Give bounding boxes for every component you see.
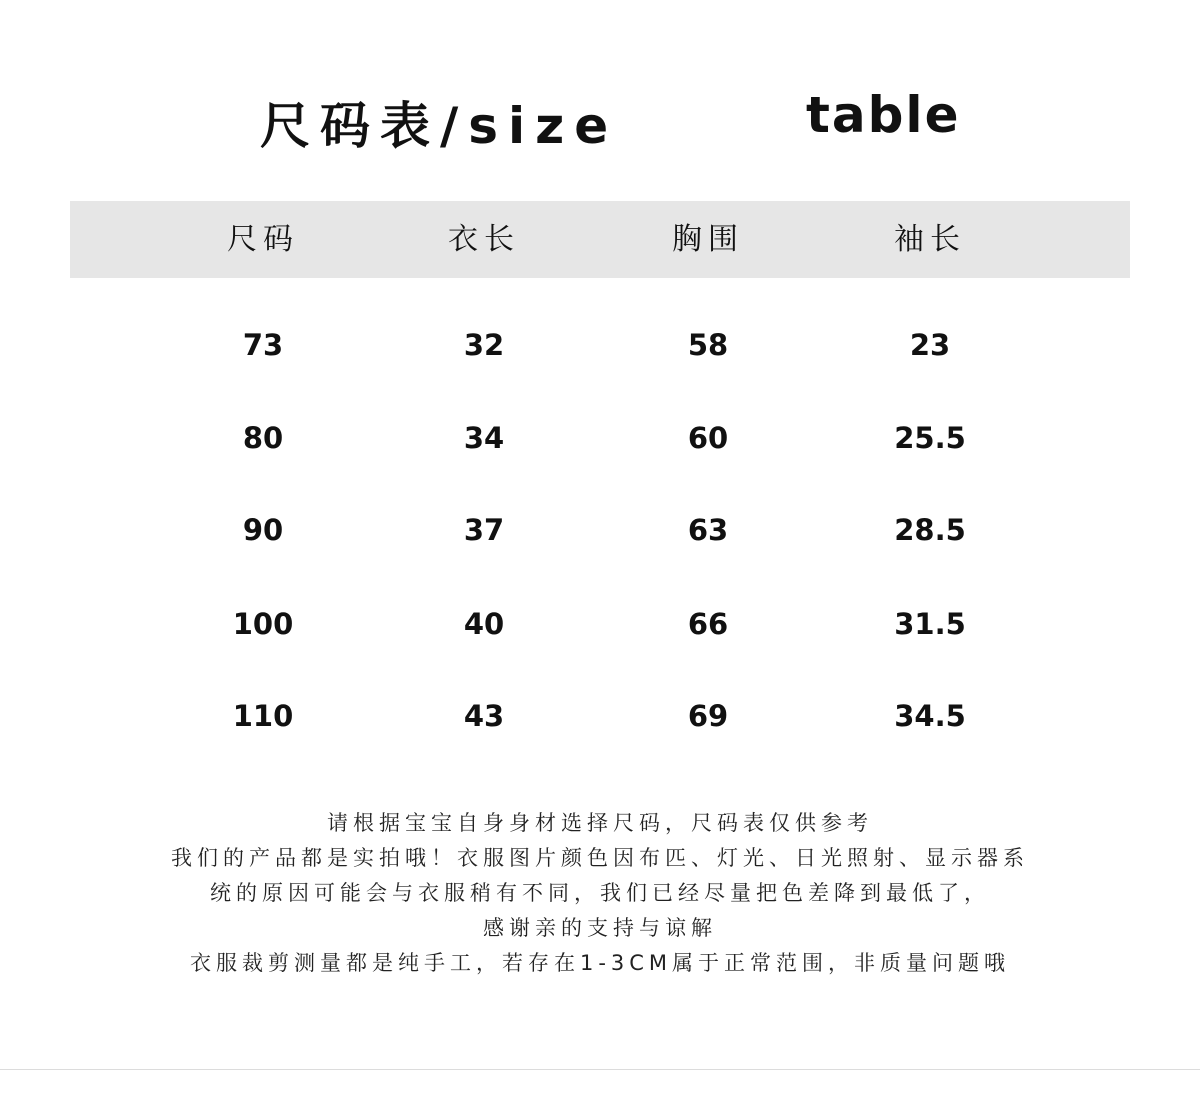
cell-length: 34 — [463, 421, 505, 455]
table-row — [70, 500, 1130, 560]
note-line: 统的原因可能会与衣服稍有不同，我们已经尽量把色差降到最低了， — [210, 881, 990, 905]
cell-sleeve: 23 — [909, 328, 951, 362]
cell-sleeve: 31.5 — [894, 607, 966, 641]
cell-chest: 63 — [687, 513, 729, 547]
cell-chest: 66 — [687, 607, 729, 641]
chart-title — [0, 80, 1200, 160]
table-row — [70, 594, 1130, 654]
cell-chest: 69 — [687, 699, 729, 733]
divider — [0, 1069, 1200, 1070]
cell-size: 100 — [232, 607, 294, 641]
cell-size: 73 — [242, 328, 284, 362]
note-line: 请根据宝宝自身身材选择尺码，尺码表仅供参考 — [327, 811, 873, 835]
title-chinese: 尺码表/size — [260, 97, 619, 155]
note-line: 衣服裁剪测量都是纯手工，若存在1-3CM属于正常范围，非质量问题哦 — [189, 951, 1011, 975]
note-line: 感谢亲的支持与谅解 — [483, 916, 717, 940]
table-row — [70, 686, 1130, 746]
header-length: 衣长 — [448, 222, 520, 257]
cell-size: 90 — [242, 513, 284, 547]
table-header — [70, 201, 1130, 278]
header-sleeve: 袖长 — [894, 222, 966, 257]
cell-length: 32 — [463, 328, 505, 362]
table-row — [70, 408, 1130, 468]
cell-sleeve: 28.5 — [894, 513, 966, 547]
cell-sleeve: 25.5 — [894, 421, 966, 455]
cell-length: 43 — [463, 699, 505, 733]
header-chest: 胸围 — [672, 222, 744, 257]
cell-size: 110 — [232, 699, 294, 733]
cell-chest: 58 — [687, 328, 729, 362]
size-notes — [0, 806, 1200, 981]
note-line: 我们的产品都是实拍哦！衣服图片颜色因布匹、灯光、日光照射、显示器系 — [171, 846, 1029, 870]
cell-length: 37 — [463, 513, 505, 547]
cell-sleeve: 34.5 — [894, 699, 966, 733]
header-size: 尺码 — [227, 222, 299, 257]
cell-size: 80 — [242, 421, 284, 455]
cell-length: 40 — [463, 607, 505, 641]
cell-chest: 60 — [687, 421, 729, 455]
title-english: table — [806, 86, 961, 144]
table-row — [70, 315, 1130, 375]
